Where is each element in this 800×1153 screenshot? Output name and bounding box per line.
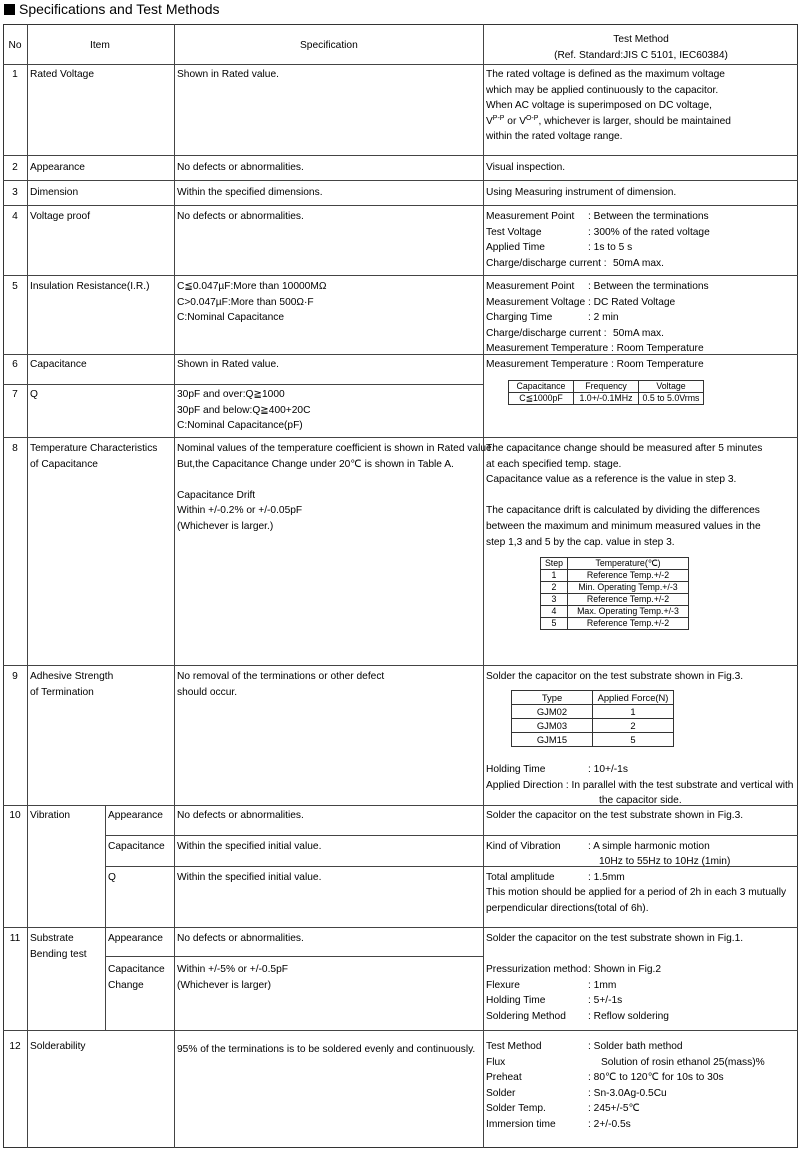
temperature-step-table: Step Temperature(℃) 1 Reference Temp.+/-2 2 Min. Operating Temp.+/-3 3 Reference Temp.+/-2 4 Max. Operating Temp.+/-3 5 Reference Temp.+/-2 — [540, 557, 689, 630]
row-2-item: Appearance — [30, 162, 85, 173]
row-11-spec-capacitance: Within +/-5% or +/-0.5pF (Whichever is larger) — [177, 964, 288, 991]
row-2-spec: No defects or abnormalities. — [177, 162, 304, 173]
row-4-item: Voltage proof — [30, 211, 91, 222]
header-no: No — [8, 40, 22, 51]
row-12-spec: 95% of the terminations is to be soldered evenly and continuously. — [177, 1044, 476, 1055]
row-9-no: 9 — [12, 671, 18, 682]
row-3-item: Dimension — [30, 187, 79, 198]
header-item: Item — [90, 40, 110, 51]
row-1-test: The rated voltage is defined as the maximum voltage which may be applied continuously to the capacitor. When AC voltage is superimposed on DC voltage, $V^{P-P}$ or $V^{O-P}$, whichever is larger, should be maintained within the rated voltage range. — [486, 69, 731, 143]
row-9-test: Solder the capacitor on the test substrate shown in Fig.3. — [486, 671, 744, 682]
row-6-test: Measurement Temperature : Room Temperature — [486, 359, 704, 370]
row-12-item: Solderability — [30, 1041, 86, 1052]
row-12-no: 12 — [9, 1041, 21, 1052]
row-11-sub-appearance: Appearance — [108, 933, 163, 944]
row-4-test-values: : Between the terminations : 300% of the rated voltage : 1s to 5 s — [588, 211, 710, 254]
row-3-test: Using Measuring instrument of dimension. — [486, 187, 677, 198]
row-10-no: 10 — [9, 810, 21, 821]
square-bullet-icon — [4, 4, 15, 15]
page-title: Specifications and Test Methods — [4, 0, 220, 18]
row-4-spec: No defects or abnormalities. — [177, 211, 304, 222]
row-11-test-labels: Pressurization method Flexure Holding Time Soldering Method — [486, 964, 588, 1022]
row-10-item: Vibration — [30, 810, 71, 821]
row-8-item: Temperature Characteristics of Capacitance — [30, 443, 158, 470]
header-specification: Specification — [300, 40, 358, 51]
row-10-sub-appearance: Appearance — [108, 810, 163, 821]
row-1-item: Rated Voltage — [30, 69, 95, 80]
row-3-no: 3 — [12, 187, 18, 198]
row-5-spec: C≦0.047µF:More than 10000MΩ C>0.047µF:More than 500Ω·F C:Nominal Capacitance — [177, 281, 327, 324]
row-5-test-labels: Measurement Point Measurement Voltage Charging Time Charge/discharge current : Measurement Temperature : Room Temperature — [486, 281, 704, 355]
row-5-test-values: : Between the terminations : DC Rated Voltage : 2 min — [588, 281, 709, 324]
row-3-spec: Within the specified dimensions. — [177, 187, 323, 198]
row-9-spec: No removal of the terminations or other defect should occur. — [177, 671, 385, 698]
row-6-item: Capacitance — [30, 359, 87, 370]
row-5-no: 5 — [12, 281, 18, 292]
row-11-no: 11 — [9, 933, 21, 944]
row-4-test-labels: Measurement Point Test Voltage Applied Time Charge/discharge current : — [486, 211, 607, 269]
row-8-spec: Nominal values of the temperature coefficient is shown in Rated value. But,the Capacitance Change under 20℃ is shown in Table A. Capacitance Drift Within +/-0.2% or +/-0.05pF (Whichever is larger.) — [177, 443, 495, 532]
row-11-test-values: : Shown in Fig.2 : 1mm : 5+/-1s : Reflow soldering — [588, 964, 669, 1022]
row-6-spec: Shown in Rated value. — [177, 359, 279, 370]
row-8-no: 8 — [12, 443, 18, 454]
row-2-test: Visual inspection. — [486, 162, 566, 173]
row-7-spec: 30pF and over:Q≧1000 30pF and below:Q≧400+20C C:Nominal Capacitance(pF) — [177, 389, 311, 432]
row-2-no: 2 — [12, 162, 18, 173]
row-5-item: Insulation Resistance(I.R.) — [30, 281, 150, 292]
row-10-spec-appearance: No defects or abnormalities. — [177, 810, 304, 821]
row-11-sub-capacitance-change: Capacitance Change — [108, 964, 165, 991]
row-10-sub-capacitance: Capacitance — [108, 841, 165, 852]
row-12-test-labels: Test Method Flux Preheat Solder Solder Temp. Immersion time — [486, 1041, 556, 1130]
row-1-no: 1 — [12, 69, 18, 80]
row-10-spec-capacitance: Within the specified initial value. — [177, 841, 322, 852]
row-10-test: Solder the capacitor on the test substrate shown in Fig.3. — [486, 810, 744, 821]
row-12-test-values: : Solder bath method Solution of rosin ethanol 25(mass)% : 80℃ to 120℃ for 10s to 30s : Sn-3.0Ag-0.5Cu : 245+/-5℃ : 2+/-0.5s — [588, 1041, 765, 1130]
row-11-item: Substrate Bending test — [30, 933, 87, 960]
row-11-test: Solder the capacitor on the test substrate shown in Fig.1. — [486, 933, 744, 944]
row-1-spec: Shown in Rated value. — [177, 69, 279, 80]
row-6-no: 6 — [12, 359, 18, 370]
row-4-no: 4 — [12, 211, 18, 222]
header-test-method: Test Method (Ref. Standard:JIS C 5101, IEC60384) — [554, 34, 728, 61]
row-10-sub-q: Q — [108, 872, 116, 883]
row-11-spec-appearance: No defects or abnormalities. — [177, 933, 304, 944]
row-8-test: The capacitance change should be measured after 5 minutes at each specified temp. stage. Capacitance value as a reference is the value in step 3. The capacitance drift is calculated by dividing the differences between the maximum and minimum measured values in the step 1,3 and 5 by the cap. value in step 3. — [486, 443, 763, 548]
row-7-item: Q — [30, 389, 38, 400]
row-9-item: Adhesive Strength of Termination — [30, 671, 114, 698]
applied-force-table: Type Applied Force(N) GJM02 1 GJM03 2 GJM15 5 — [511, 690, 674, 747]
row-10-spec-q: Within the specified initial value. — [177, 872, 322, 883]
capacitance-measure-table: Capacitance Frequency Voltage C≦1000pF 1.0+/-0.1MHz 0.5 to 5.0Vrms — [508, 380, 704, 405]
row-7-no: 7 — [12, 389, 18, 400]
